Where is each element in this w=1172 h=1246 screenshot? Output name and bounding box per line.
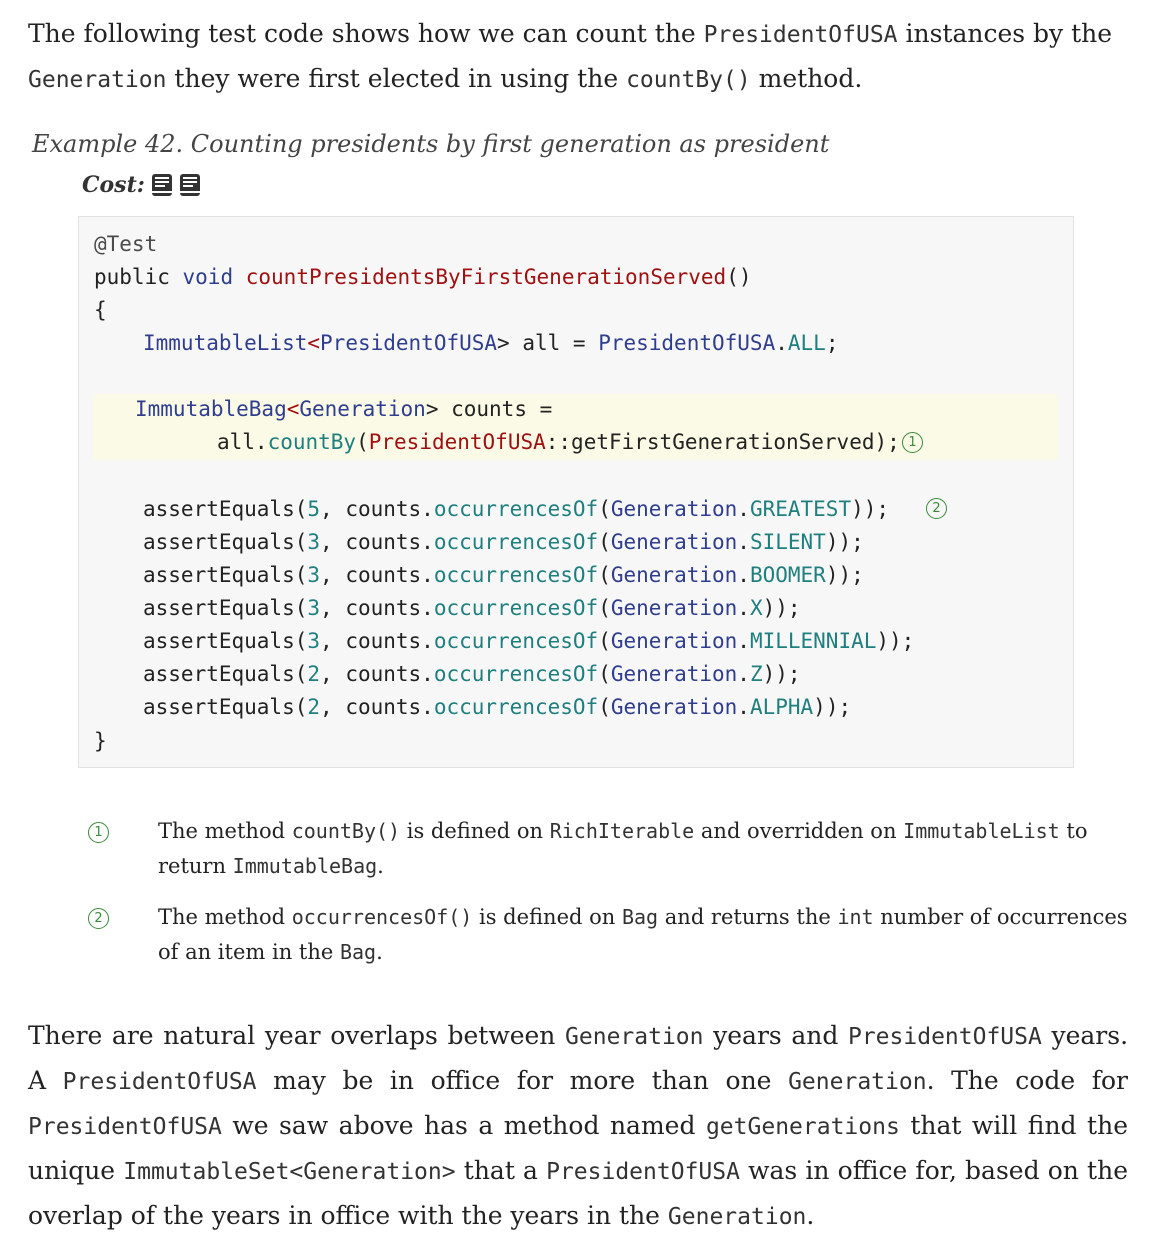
code-token: .	[737, 629, 750, 653]
inline-code: Bag	[339, 940, 377, 964]
annotation: @Test	[94, 232, 158, 256]
inline-code: ImmutableBag	[232, 854, 378, 878]
code-token: (	[598, 629, 611, 653]
callout-note	[158, 814, 1133, 884]
code-token: .	[737, 563, 750, 587]
code-token: , counts.	[320, 695, 434, 719]
note-marker-2	[88, 908, 109, 929]
code-token: assertEquals(	[143, 563, 308, 587]
inline-code: Generation	[565, 1024, 704, 1050]
assert-line	[143, 695, 851, 719]
outro-text: There are natural year overlaps between	[28, 1021, 566, 1050]
code-token: assertEquals(	[143, 497, 308, 521]
generation-constant: X	[749, 596, 763, 620]
code-token: , counts.	[320, 530, 434, 554]
cost-label: Cost:	[82, 172, 145, 198]
intro-text: The following test code shows how we can count the	[28, 19, 704, 48]
code-token: .	[737, 497, 750, 521]
method-name: occurrencesOf	[433, 497, 599, 521]
code-token: assertEquals(	[143, 695, 308, 719]
inline-code: Generation	[667, 1204, 807, 1230]
callout-marker-2	[926, 498, 947, 519]
cost-indicator	[82, 172, 201, 198]
intro-paragraph	[28, 12, 1128, 102]
outro-text: years. A	[28, 1021, 1129, 1095]
keyword: public	[94, 265, 170, 289]
note-text: The method	[158, 819, 292, 843]
outro-paragraph	[28, 1014, 1128, 1239]
code-token: assertEquals(	[143, 662, 308, 686]
code-line	[217, 430, 900, 454]
code-token: all.	[217, 430, 268, 454]
method-name: occurrencesOf	[433, 629, 599, 653]
inline-code: occurrencesOf()	[291, 905, 473, 929]
inline-code: int	[837, 905, 874, 929]
code-token: , counts.	[320, 662, 434, 686]
book-icon	[151, 173, 173, 197]
generation-constant: Z	[749, 662, 763, 686]
code-token: (	[598, 563, 611, 587]
code-line	[94, 265, 751, 289]
code-token: ));	[825, 530, 864, 554]
code-token: (	[598, 530, 611, 554]
inline-code: PresidentOfUSA	[28, 1114, 222, 1140]
code-token: , counts.	[320, 596, 434, 620]
type-name: ImmutableBag	[135, 397, 287, 421]
code-token: .	[737, 530, 750, 554]
type-name: Generation	[610, 695, 738, 719]
type-name: PresidentOfUSA	[368, 430, 546, 454]
expected-count: 5	[307, 497, 321, 521]
code-line	[94, 729, 107, 753]
inline-code: countBy()	[291, 819, 401, 843]
code-token: , counts.	[320, 497, 434, 521]
expected-count: 3	[307, 596, 321, 620]
callout-marker-1	[902, 432, 923, 453]
outro-text: may be in office for more than one	[256, 1066, 789, 1095]
inline-code: countBy()	[626, 67, 751, 93]
callout-number: 2	[926, 498, 947, 519]
inline-code: ImmutableSet<Generation>	[123, 1159, 456, 1185]
inline-code: getGenerations	[705, 1114, 900, 1140]
keyword: void	[182, 265, 234, 289]
note-text: .	[376, 940, 383, 964]
generation-constant: SILENT	[749, 530, 826, 554]
inline-code: PresidentOfUSA	[546, 1159, 740, 1185]
generation-constant: GREATEST	[749, 497, 852, 521]
code-line	[94, 232, 157, 256]
method-name: occurrencesOf	[433, 596, 599, 620]
inline-code: PresidentOfUSA	[62, 1069, 257, 1095]
type-name: Generation	[610, 629, 738, 653]
code-token: (	[356, 430, 369, 454]
code-line	[94, 298, 107, 322]
code-token: ()	[726, 265, 752, 289]
inline-code: Generation	[788, 1069, 927, 1095]
assert-line	[143, 497, 889, 521]
code-line	[135, 397, 552, 421]
code-token: .	[775, 331, 788, 355]
code-token: ));	[876, 629, 915, 653]
method-name: countBy	[267, 430, 357, 454]
assert-line	[143, 596, 801, 620]
code-token: ));	[762, 662, 801, 686]
note-text: to return	[158, 819, 1088, 878]
expected-count: 3	[307, 629, 321, 653]
constant: ALL	[787, 331, 826, 355]
code-token: , counts.	[320, 563, 434, 587]
code-token: {	[94, 298, 107, 322]
method-name: occurrencesOf	[433, 695, 599, 719]
code-token: assertEquals(	[143, 629, 308, 653]
code-token: ));	[813, 695, 852, 719]
type-name: PresidentOfUSA	[598, 331, 776, 355]
type-name: ImmutableList	[143, 331, 308, 355]
code-token: > counts =	[425, 397, 553, 421]
generation-constant: ALPHA	[749, 695, 814, 719]
outro-text: years and	[703, 1021, 848, 1050]
type-name: Generation	[610, 563, 738, 587]
callout-number: 1	[902, 432, 923, 453]
note-text: .	[377, 854, 384, 878]
code-token: > all =	[497, 331, 599, 355]
note-text: The method	[158, 905, 292, 929]
code-token: .	[737, 662, 750, 686]
callout-number: 1	[88, 822, 109, 843]
code-token: (	[598, 695, 611, 719]
type-name: Generation	[610, 530, 738, 554]
type-name: Generation	[610, 497, 738, 521]
method-name: occurrencesOf	[433, 530, 599, 554]
note-marker-1	[88, 822, 109, 843]
code-token: }	[94, 729, 107, 753]
book-icon	[179, 173, 201, 197]
code-token: ));	[825, 563, 864, 587]
outro-text: that will find the unique	[28, 1111, 1128, 1185]
assert-line	[143, 563, 864, 587]
code-token: (	[598, 497, 611, 521]
note-text: is defined on	[400, 819, 550, 843]
code-token: ::getFirstGenerationServed);	[545, 430, 900, 454]
note-text: and returns the	[658, 905, 838, 929]
assert-line	[143, 662, 801, 686]
code-token: , counts.	[320, 629, 434, 653]
space	[170, 265, 183, 289]
code-line	[143, 331, 838, 355]
outro-text: that a	[455, 1156, 547, 1185]
expected-count: 3	[307, 563, 321, 587]
outro-text: we saw above has a method named	[221, 1111, 706, 1140]
expected-count: 3	[307, 530, 321, 554]
method-name: occurrencesOf	[433, 563, 599, 587]
inline-code: ImmutableList	[903, 819, 1060, 843]
space	[233, 265, 246, 289]
expected-count: 2	[307, 695, 321, 719]
code-token: ;	[825, 331, 839, 355]
generation-constant: BOOMER	[749, 563, 826, 587]
code-token: assertEquals(	[143, 596, 308, 620]
note-text: and overridden on	[694, 819, 904, 843]
code-token: assertEquals(	[143, 530, 308, 554]
type-name: Generation	[610, 596, 738, 620]
inline-code: Generation	[28, 67, 167, 93]
type-name: PresidentOfUSA	[320, 331, 498, 355]
code-token: .	[737, 695, 750, 719]
outro-text: was in office for, based on the overlap of the years in office with the years in the	[28, 1156, 1128, 1230]
code-token: (	[598, 662, 611, 686]
generation-constant: MILLENNIAL	[749, 629, 877, 653]
inline-code: RichIterable	[549, 819, 695, 843]
code-token: .	[737, 596, 750, 620]
outro-text: .	[806, 1201, 815, 1230]
code-token: (	[598, 596, 611, 620]
type-name: Generation	[610, 662, 738, 686]
code-token: ));	[762, 596, 801, 620]
code-token: <	[307, 331, 321, 355]
example-caption: Example 42. Counting presidents by first generation as president	[32, 130, 830, 158]
type-name: Generation	[299, 397, 426, 421]
method-name: occurrencesOf	[433, 662, 599, 686]
method-name: countPresidentsByFirstGenerationServed	[245, 265, 727, 289]
intro-text: instances by the	[897, 19, 1113, 48]
code-token: ));	[851, 497, 890, 521]
expected-count: 2	[307, 662, 321, 686]
inline-code: PresidentOfUSA	[703, 22, 898, 48]
outro-text: . The code for	[926, 1066, 1128, 1095]
intro-text: they were first elected in using the	[166, 64, 627, 93]
inline-code: PresidentOfUSA	[847, 1024, 1042, 1050]
assert-line	[143, 530, 864, 554]
assert-line	[143, 629, 914, 653]
intro-text: method.	[750, 64, 863, 93]
callout-number: 2	[88, 908, 109, 929]
note-text: number of occurrences of an item in the	[158, 905, 1128, 964]
callout-note	[158, 900, 1133, 970]
inline-code: Bag	[621, 905, 659, 929]
code-token: <	[286, 397, 300, 421]
note-text: is defined on	[472, 905, 622, 929]
